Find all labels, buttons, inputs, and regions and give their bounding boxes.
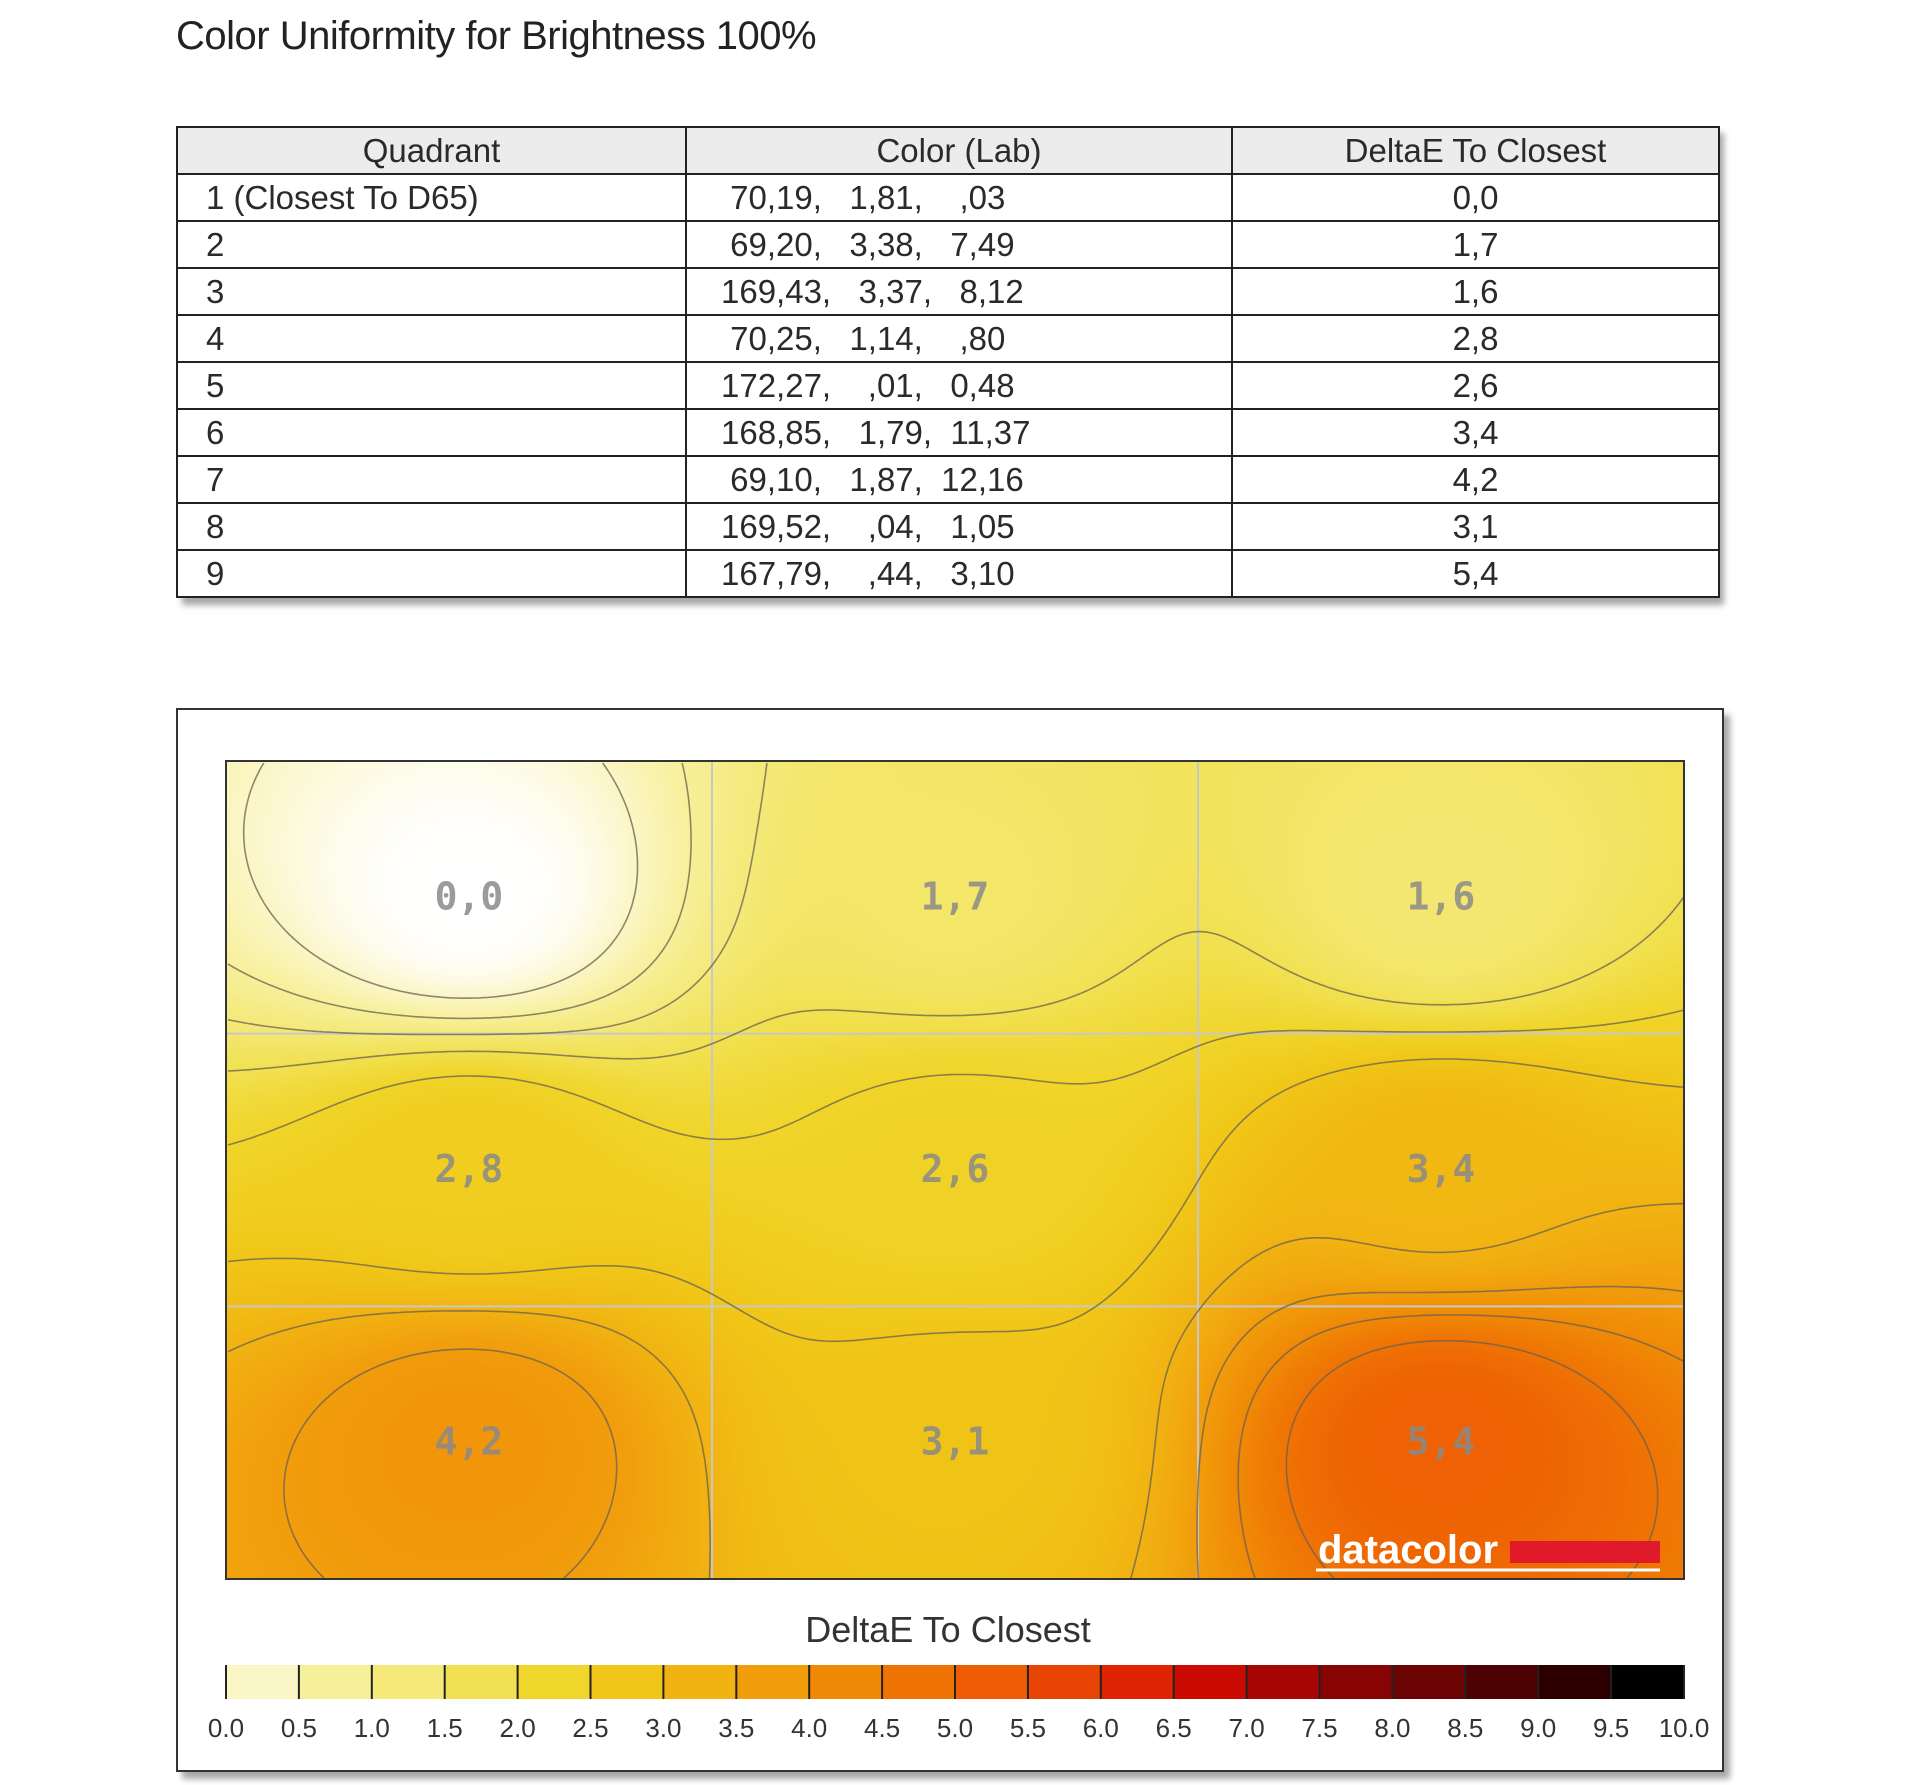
cell-quadrant: 2 [177, 221, 686, 268]
colorbar [208, 1665, 1709, 1743]
colorbar-segment [1611, 1665, 1684, 1699]
table-row [177, 456, 1719, 503]
colorbar-segment [955, 1665, 1028, 1699]
uniformity-table [176, 126, 1720, 598]
table-row [177, 409, 1719, 456]
cell-deltae: 0,0 [1232, 174, 1719, 221]
colorbar-tick-label: 1.5 [426, 1713, 463, 1743]
colorbar-tick-label: 0.5 [280, 1713, 317, 1743]
colorbar-segment [445, 1665, 518, 1699]
deltae-heatmap-panel [176, 708, 1724, 1772]
cell-quadrant: 1 (Closest To D65) [177, 174, 686, 221]
colorbar-segment [1247, 1665, 1320, 1699]
colorbar-tick-label: 1.0 [353, 1713, 390, 1743]
header-quadrant: Quadrant [177, 127, 686, 174]
table-row [177, 221, 1719, 268]
cell-deltae: 2,6 [1232, 362, 1719, 409]
colorbar-segment [1320, 1665, 1393, 1699]
colorbar-segment [591, 1665, 664, 1699]
cell-deltae: 2,8 [1232, 315, 1719, 362]
colorbar-tick-label: 9.5 [1593, 1713, 1630, 1743]
colorbar-tick-label: 6.0 [1082, 1713, 1119, 1743]
colorbar-tick-label: 5.0 [936, 1713, 974, 1743]
colorbar-tick-label: 8.0 [1374, 1713, 1411, 1743]
colorbar-segment [1392, 1665, 1465, 1699]
cell-quadrant: 3 [177, 268, 686, 315]
colorbar-tick-label: 3.0 [645, 1713, 682, 1743]
colorbar-segment [518, 1665, 591, 1699]
cell-color-lab: 70,25, 1,14, ,80 [686, 315, 1232, 362]
datacolor-logo-text: datacolor [1318, 1528, 1499, 1572]
table-row [177, 174, 1719, 221]
table-header-row [177, 127, 1719, 174]
cell-color-lab: 169,52, ,04, 1,05 [686, 503, 1232, 550]
colorbar-segment [372, 1665, 445, 1699]
cell-label: 5,4 [1406, 1419, 1476, 1464]
cell-quadrant: 8 [177, 503, 686, 550]
colorbar-segment [663, 1665, 736, 1699]
cell-color-lab: 172,27, ,01, 0,48 [686, 362, 1232, 409]
cell-color-lab: 69,10, 1,87, 12,16 [686, 456, 1232, 503]
table-body [177, 174, 1719, 597]
table-row [177, 550, 1719, 597]
cell-color-lab: 168,85, 1,79, 11,37 [686, 409, 1232, 456]
cell-color-lab: 69,20, 3,38, 7,49 [686, 221, 1232, 268]
colorbar-segment [1174, 1665, 1247, 1699]
header-color-lab: Color (Lab) [686, 127, 1232, 174]
colorbar-tick-label: 0.0 [207, 1713, 245, 1743]
colorbar-tick-label: 10.0 [1658, 1713, 1710, 1743]
datacolor-logo-bar [1510, 1541, 1660, 1563]
cell-color-lab: 70,19, 1,81, ,03 [686, 174, 1232, 221]
cell-deltae: 1,6 [1232, 268, 1719, 315]
page-title: Color Uniformity for Brightness 100% [176, 14, 817, 58]
uniformity-table-container [176, 126, 1718, 598]
cell-quadrant: 7 [177, 456, 686, 503]
header-deltae: DeltaE To Closest [1232, 127, 1719, 174]
colorbar-segment [299, 1665, 372, 1699]
cell-quadrant: 4 [177, 315, 686, 362]
cell-color-lab: 169,43, 3,37, 8,12 [686, 268, 1232, 315]
table-row [177, 503, 1719, 550]
cell-label: 2,6 [920, 1147, 990, 1191]
cell-deltae: 3,4 [1232, 409, 1719, 456]
table-row [177, 268, 1719, 315]
cell-color-lab: 167,79, ,44, 3,10 [686, 550, 1232, 597]
cell-label: 2,8 [434, 1147, 504, 1191]
cell-quadrant: 9 [177, 550, 686, 597]
cell-label: 4,2 [434, 1419, 504, 1464]
colorbar-segment [1101, 1665, 1174, 1699]
cell-label: 1,7 [920, 874, 990, 919]
colorbar-tick-label: 7.0 [1228, 1713, 1265, 1743]
cell-quadrant: 5 [177, 362, 686, 409]
colorbar-tick-label: 9.0 [1520, 1713, 1557, 1743]
cell-deltae: 4,2 [1232, 456, 1719, 503]
colorbar-tick-label: 4.5 [864, 1713, 901, 1743]
deltae-heatmap [178, 710, 1722, 1770]
colorbar-tick-label: 4.0 [791, 1713, 828, 1743]
colorbar-segment [1465, 1665, 1538, 1699]
table-row [177, 315, 1719, 362]
colorbar-segment [736, 1665, 809, 1699]
cell-label: 0,0 [434, 874, 504, 919]
colorbar-tick-label: 8.5 [1447, 1713, 1484, 1743]
colorbar-tick-label: 5.5 [1009, 1713, 1046, 1743]
colorbar-segment [882, 1665, 955, 1699]
cell-quadrant: 6 [177, 409, 686, 456]
cell-deltae: 3,1 [1232, 503, 1719, 550]
cell-label: 3,4 [1406, 1147, 1476, 1191]
colorbar-tick-label: 2.0 [499, 1713, 536, 1743]
cell-label: 3,1 [920, 1419, 990, 1464]
cell-deltae: 1,7 [1232, 221, 1719, 268]
cell-deltae: 5,4 [1232, 550, 1719, 597]
colorbar-segment [1538, 1665, 1611, 1699]
colorbar-title: DeltaE To Closest [805, 1609, 1091, 1650]
colorbar-tick-label: 3.5 [718, 1713, 755, 1743]
colorbar-segment [809, 1665, 882, 1699]
colorbar-segment [226, 1665, 299, 1699]
table-row [177, 362, 1719, 409]
cell-label: 1,6 [1406, 874, 1476, 919]
colorbar-tick-label: 6.5 [1155, 1713, 1192, 1743]
colorbar-tick-label: 7.5 [1301, 1713, 1338, 1743]
colorbar-tick-label: 2.5 [572, 1713, 609, 1743]
colorbar-segment [1028, 1665, 1101, 1699]
